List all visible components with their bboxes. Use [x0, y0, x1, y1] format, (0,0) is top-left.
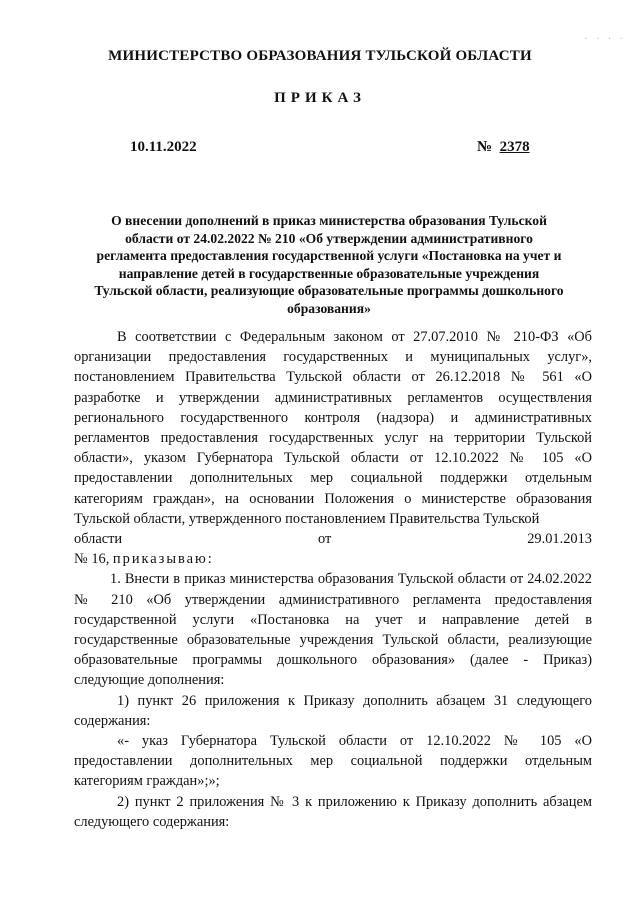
- order-date: 10.11.2022: [130, 139, 197, 155]
- resolution-date: 29.01.2013: [527, 531, 592, 548]
- preamble-closing: [74, 549, 592, 569]
- resolution-number: № 16,: [74, 551, 113, 568]
- order-body: [74, 327, 592, 832]
- order-subject: О внесении дополнений в приказ министерства образования Тульской области от 24.02.2022 № 210 «Об утверждении административного регламента предоставления государственной услуги «Постановка на учет и направление детей в государственные образовательные учреждения Тульской области, реализующие образовательные программы дошкольного образования»: [94, 213, 564, 316]
- scan-artifact: · · · ·: [584, 34, 626, 45]
- item-1: 1. Внести в приказ министерства образования Тульской области от 24.02.2022 № 210 «Об утверждении административного регламента предоставления государственной услуги «Постановка на учет и направление детей в государственные образовательные учреждения Тульской области, реализующие образовательные программы дошкольного образования» (далее - Приказ) следующие дополнения:: [74, 571, 592, 689]
- order-number: [477, 139, 530, 156]
- item-1-subitem-2: 2) пункт 2 приложения № 3 к приложению к Приказу дополнить абзацем следующего содержания:: [74, 793, 592, 830]
- word-ot: от: [318, 531, 332, 548]
- quoted-addition: «- указ Губернатора Тульской области от 12.10.2022 № 105 «О предоставлении дополнительных мер социальной поддержки отдельным категориям граждан»;»;: [74, 733, 592, 790]
- document-type: ПРИКАЗ: [274, 90, 366, 106]
- item-1-subitem-1: 1) пункт 26 приложения к Приказу дополнить абзацем 31 следующего содержания:: [74, 692, 592, 729]
- ministry-name: МИНИСТЕРСТВО ОБРАЗОВАНИЯ ТУЛЬСКОЙ ОБЛАСТИ: [108, 48, 532, 64]
- number-value: 2378: [499, 139, 530, 155]
- preamble-paragraph: В соответствии с Федеральным законом от 27.07.2010 № 210-ФЗ «Об организации предоставления государственных и муниципальных услуг», постановлением Правительства Тульской области от 26.12.2018 № 561 «О разработке и утверждении административных регламентов осуществления регионального государственного контроля (надзора) и административных регламентов предоставления государственных услуг на территории Тульской области», указом Губернатора Тульской области от 12.10.2022 № 105 «О предоставлении дополнительных мер социальной поддержки отдельным категориям граждан», на основании Положения о министерстве образования Тульской области, утвержденного постановлением Правительства Тульской: [74, 329, 592, 527]
- number-prefix: №: [477, 139, 493, 155]
- order-word: приказываю:: [112, 551, 214, 568]
- word-oblasti: области: [74, 531, 123, 548]
- preamble-line-spread: [74, 529, 592, 549]
